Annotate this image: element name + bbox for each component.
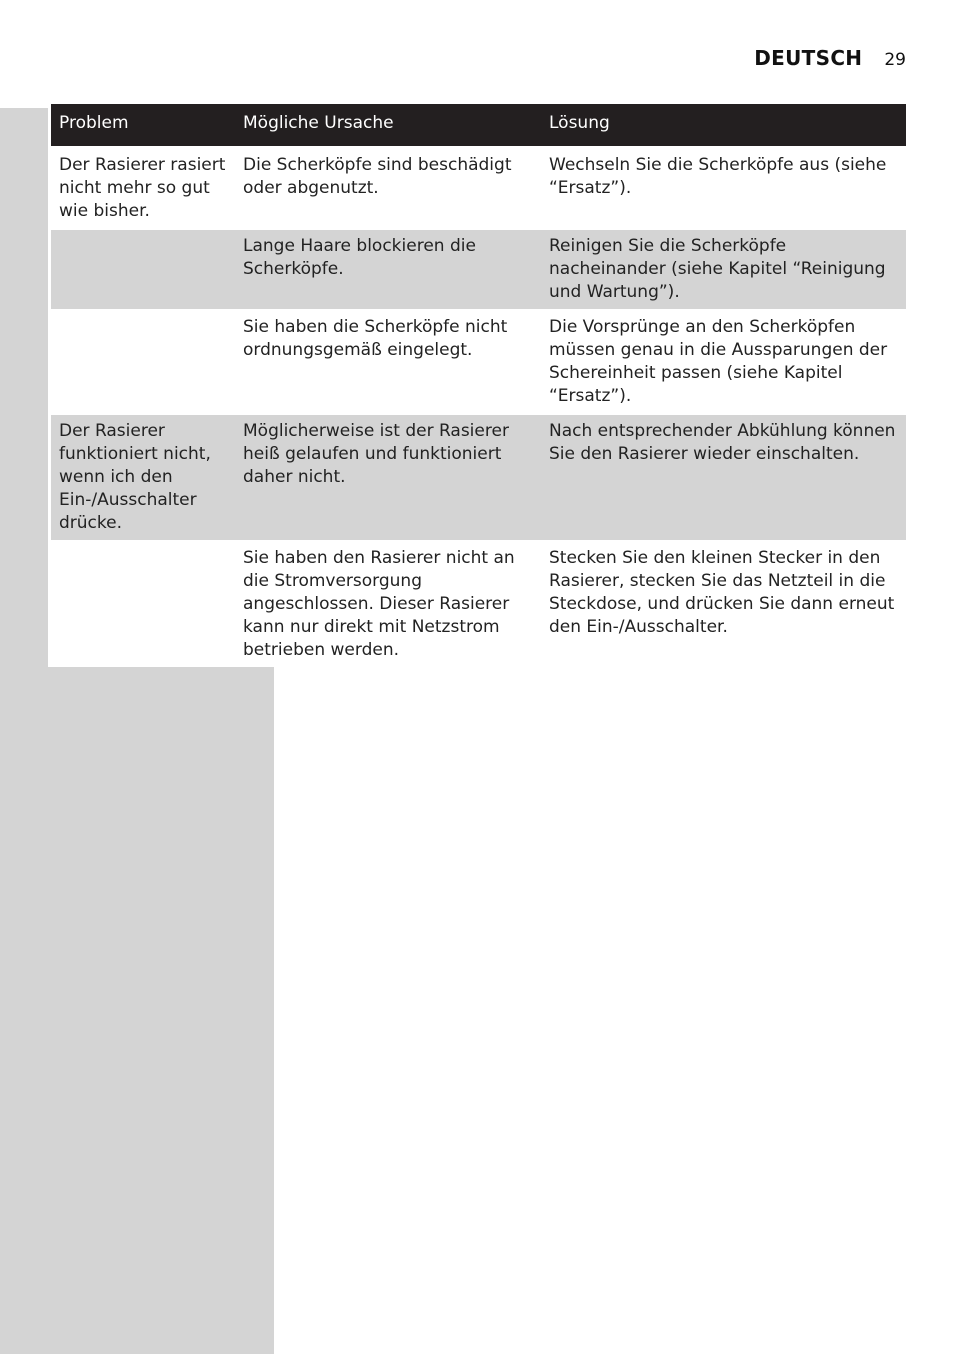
- table-row: [51, 541, 906, 667]
- problem-cell: Der Rasierer rasiert nicht mehr so gut wie bisher.: [51, 148, 235, 229]
- solution-cell: Wechseln Sie die Scherköpfe aus (siehe “Ersatz”).: [541, 148, 906, 229]
- cause-cell: Sie haben die Scherköpfe nicht ordnungsgemäß eingelegt.: [235, 310, 541, 414]
- solution-cell: Nach entsprechender Abkühlung können Sie den Rasierer wieder einschalten.: [541, 414, 906, 541]
- problem-cell: [51, 541, 235, 667]
- page-header: [754, 46, 906, 70]
- solution-cell: Stecken Sie den kleinen Stecker in den Rasierer, stecken Sie das Netzteil in die Steckdose, und drücken Sie dann erneut den Ein-/Ausschalter.: [541, 541, 906, 667]
- page-number: 29: [884, 50, 906, 70]
- troubleshooting-table-container: [48, 104, 906, 667]
- problem-cell: [51, 229, 235, 310]
- cause-cell: Möglicherweise ist der Rasierer heiß gelaufen und funktioniert daher nicht.: [235, 414, 541, 541]
- table-header-row: [51, 104, 906, 148]
- table-row: [51, 414, 906, 541]
- table-row: [51, 229, 906, 310]
- problem-cell: [51, 310, 235, 414]
- cause-cell: Sie haben den Rasierer nicht an die Stromversorgung angeschlossen. Dieser Rasierer kann nur direkt mit Netzstrom betrieben werden.: [235, 541, 541, 667]
- language-label: DEUTSCH: [754, 46, 863, 70]
- column-header-problem: Problem: [51, 104, 235, 148]
- cause-cell: Die Scherköpfe sind beschädigt oder abgenutzt.: [235, 148, 541, 229]
- solution-cell: Reinigen Sie die Scherköpfe nacheinander (siehe Kapitel “Reinigung und Wartung”).: [541, 229, 906, 310]
- column-header-cause: Mögliche Ursache: [235, 104, 541, 148]
- column-header-solution: Lösung: [541, 104, 906, 148]
- solution-cell: Die Vorsprünge an den Scherköpfen müssen genau in die Aussparungen der Schereinheit passen (siehe Kapitel “Ersatz”).: [541, 310, 906, 414]
- cause-cell: Lange Haare blockieren die Scherköpfe.: [235, 229, 541, 310]
- problem-cell: Der Rasierer funktioniert nicht, wenn ich den Ein-/Ausschalter drücke.: [51, 414, 235, 541]
- table-row: [51, 148, 906, 229]
- troubleshooting-table: [51, 104, 906, 667]
- table-row: [51, 310, 906, 414]
